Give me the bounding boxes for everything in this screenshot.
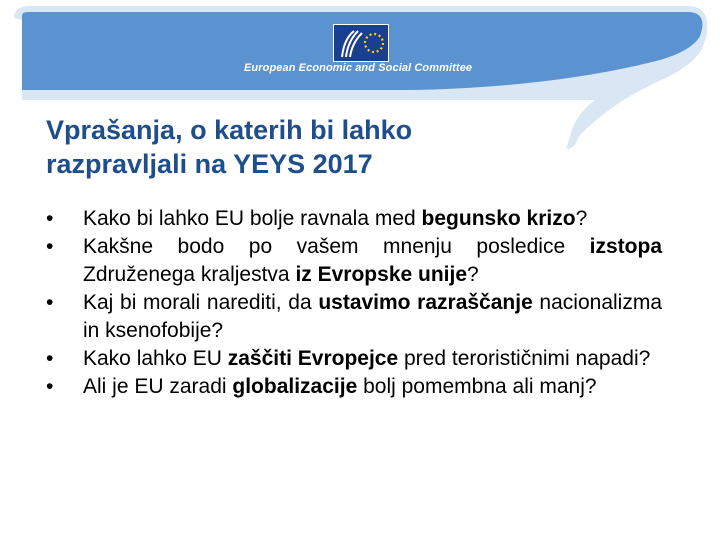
bullet-dot: • xyxy=(46,347,54,370)
title-line-2: razpravljali na YEYS 2017 xyxy=(46,149,373,179)
question-item xyxy=(46,233,662,289)
question-item xyxy=(46,373,662,401)
slide-title xyxy=(46,113,646,181)
question-emphasis: izstopa xyxy=(589,235,662,258)
question-text: Kakšne bodo po vašem mnenju posledice xyxy=(83,235,590,258)
question-emphasis: globalizacije xyxy=(232,375,358,398)
question-text: Kako lahko EU xyxy=(83,347,228,370)
question-text: bolj pomembna ali manj? xyxy=(357,375,597,398)
question-item xyxy=(46,205,662,233)
bullet-dot: • xyxy=(46,291,54,314)
question-text: Kako bi lahko EU bolje ravnala med xyxy=(83,207,422,230)
org-name: European Economic and Social Committee xyxy=(244,62,473,74)
question-text: Ali je EU zaradi xyxy=(83,375,233,398)
title-line-1: Vprašanja, o katerih bi lahko xyxy=(46,115,413,145)
question-emphasis: begunsko krizo xyxy=(421,207,576,230)
bullet-dot: • xyxy=(46,207,54,230)
question-text: nacionalizma in ksenofobije? xyxy=(83,291,663,342)
question-emphasis: zaščiti Evropejce xyxy=(227,347,399,370)
eesc-logo xyxy=(333,24,389,62)
question-text: pred terorističnimi napadi? xyxy=(398,347,651,370)
question-list xyxy=(46,205,662,401)
bullet-dot: • xyxy=(46,375,54,398)
question-text: Kaj bi morali narediti, da xyxy=(83,291,319,314)
question-emphasis: ustavimo razraščanje xyxy=(318,291,533,314)
eesc-logo-mark xyxy=(334,25,388,61)
question-item xyxy=(46,345,662,373)
bullet-dot: • xyxy=(46,235,54,258)
question-text: Združenega kraljestva xyxy=(83,263,296,286)
question-item xyxy=(46,289,662,345)
question-emphasis: iz Evropske unije xyxy=(295,263,468,286)
question-text: ? xyxy=(575,207,588,230)
question-text: ? xyxy=(467,263,479,286)
